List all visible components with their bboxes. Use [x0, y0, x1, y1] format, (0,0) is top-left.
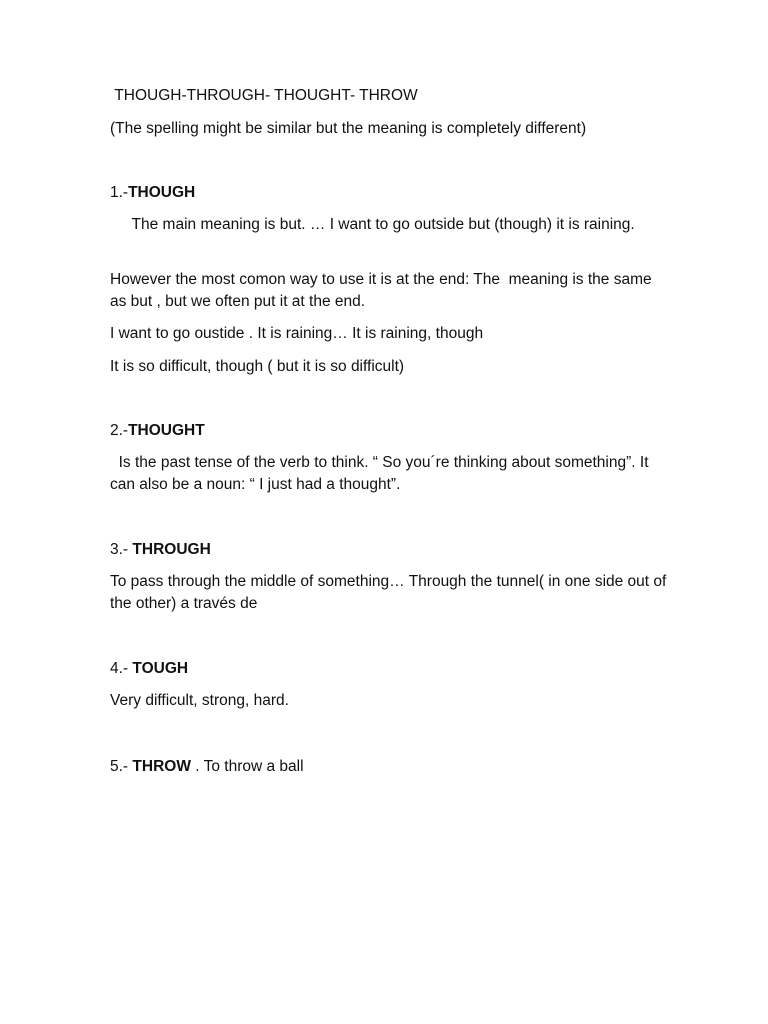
section-heading-through: [110, 539, 670, 561]
section-number: 4.-: [110, 660, 133, 677]
paragraph: To pass through the middle of something… Through the tunnel( in one side out of the other) a través de: [110, 573, 671, 612]
page-subtitle: (The spelling might be similar but the meaning is completely different): [110, 120, 587, 137]
section-number: 3.-: [110, 541, 133, 558]
section-heading-tough: [110, 658, 670, 680]
section-number: 1.-: [110, 184, 129, 201]
paragraph: I want to go oustide . It is raining… It is raining, though: [110, 325, 484, 342]
section-number: 5.-: [110, 758, 133, 775]
section-word: THROUGH: [132, 541, 211, 558]
paragraph: Very difficult, strong, hard.: [110, 692, 289, 709]
section-suffix: . To throw a ball: [190, 758, 304, 775]
section-heading-thought: [110, 420, 670, 442]
paragraph: The main meaning is but. … I want to go outside but (though) it is raining.: [110, 216, 635, 233]
section-heading-though: [110, 182, 670, 204]
section-word: THOUGHT: [128, 422, 205, 439]
section-number: 2.-: [110, 422, 129, 439]
page-title: THOUGH-THROUGH- THOUGHT- THROW: [110, 87, 418, 104]
section-word: THROW: [132, 758, 191, 775]
section-heading-throw: [110, 756, 670, 778]
paragraph: It is so difficult, though ( but it is so difficult): [110, 358, 405, 375]
paragraph: However the most comon way to use it is at the end: The meaning is the same as but , but we often put it at the end.: [110, 271, 656, 310]
section-word: TOUGH: [132, 660, 189, 677]
paragraph: Is the past tense of the verb to think. “ So you´re thinking about something”. It can also be a noun: “ I just had a thought”.: [110, 454, 653, 493]
section-word: THOUGH: [128, 184, 196, 201]
